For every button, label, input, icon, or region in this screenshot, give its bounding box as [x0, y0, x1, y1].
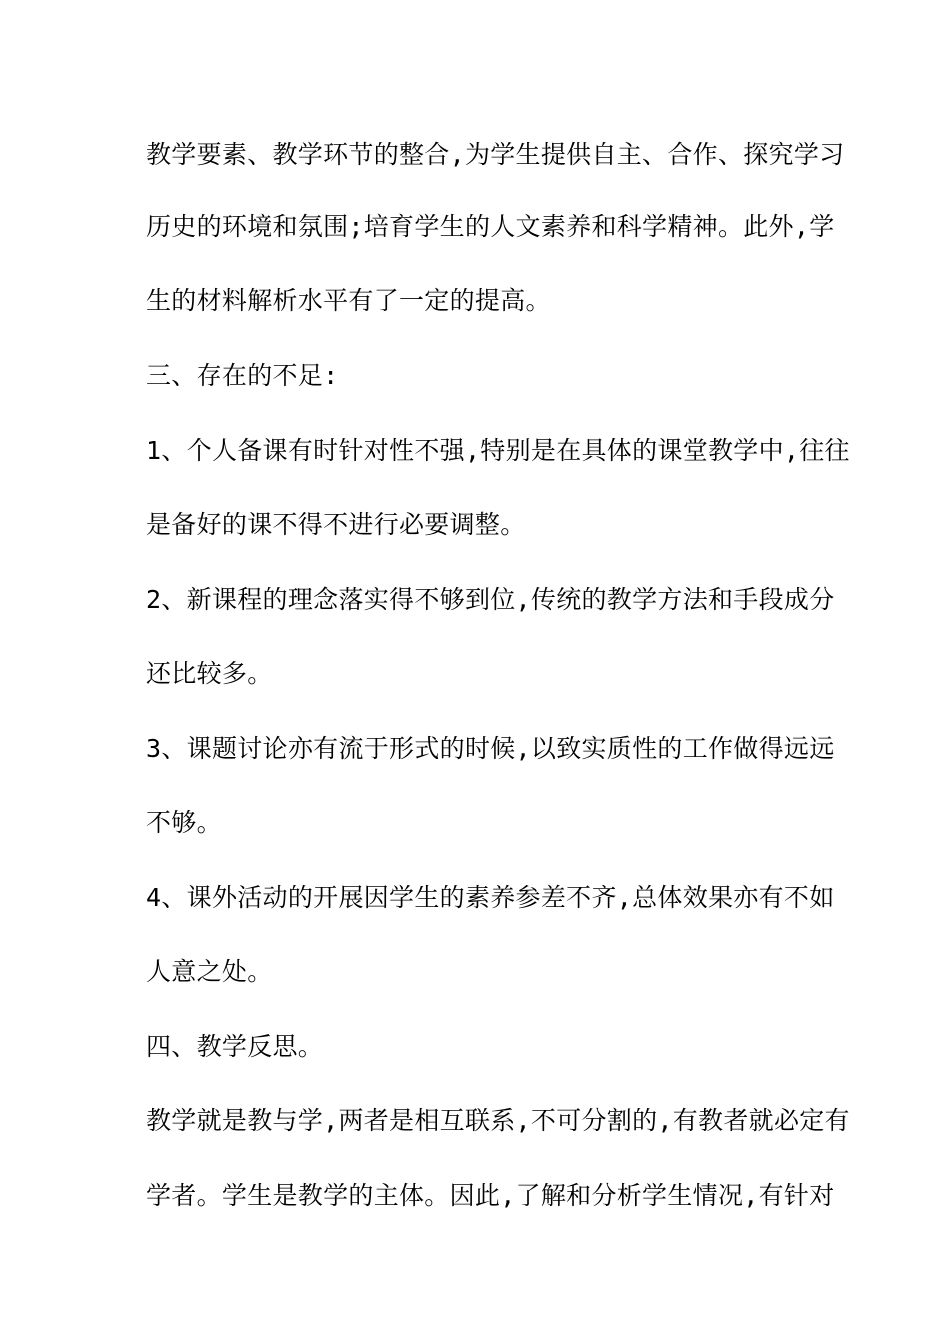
list-item-2-line-1: 2、新课程的理念落实得不够到位,传统的教学方法和手段成分: [146, 585, 835, 614]
list-item-1-line-2: 是备好的课不得不进行必要调整。: [146, 510, 526, 539]
section-heading-4: 四、教学反思。: [146, 1032, 324, 1061]
list-item-4-line-1: 4、课外活动的开展因学生的素养参差不齐,总体效果亦有不如: [146, 883, 835, 912]
paragraph-line-3: 生的材料解析水平有了一定的提高。: [146, 286, 551, 315]
list-item-4-line-2: 人意之处。: [146, 957, 273, 986]
list-item-3-line-1: 3、课题讨论亦有流于形式的时候,以致实质性的工作做得远远: [146, 734, 835, 763]
paragraph-line-2: 历史的环境和氛围;培育学生的人文素养和科学精神。此外,学: [146, 212, 835, 241]
paragraph-line-4: 教学就是教与学,两者是相互联系,不可分割的,有教者就必定有: [146, 1106, 850, 1135]
paragraph-line-1: 教学要素、教学环节的整合,为学生提供自主、合作、探究学习: [146, 140, 845, 169]
section-heading-3: 三、存在的不足:: [146, 361, 339, 390]
list-item-1-line-1: 1、个人备课有时针对性不强,特别是在具体的课堂教学中,往往: [146, 436, 850, 465]
paragraph-line-5: 学者。学生是教学的主体。因此,了解和分析学生情况,有针对: [146, 1181, 835, 1210]
list-item-3-line-2: 不够。: [146, 808, 222, 837]
list-item-2-line-2: 还比较多。: [146, 659, 273, 688]
